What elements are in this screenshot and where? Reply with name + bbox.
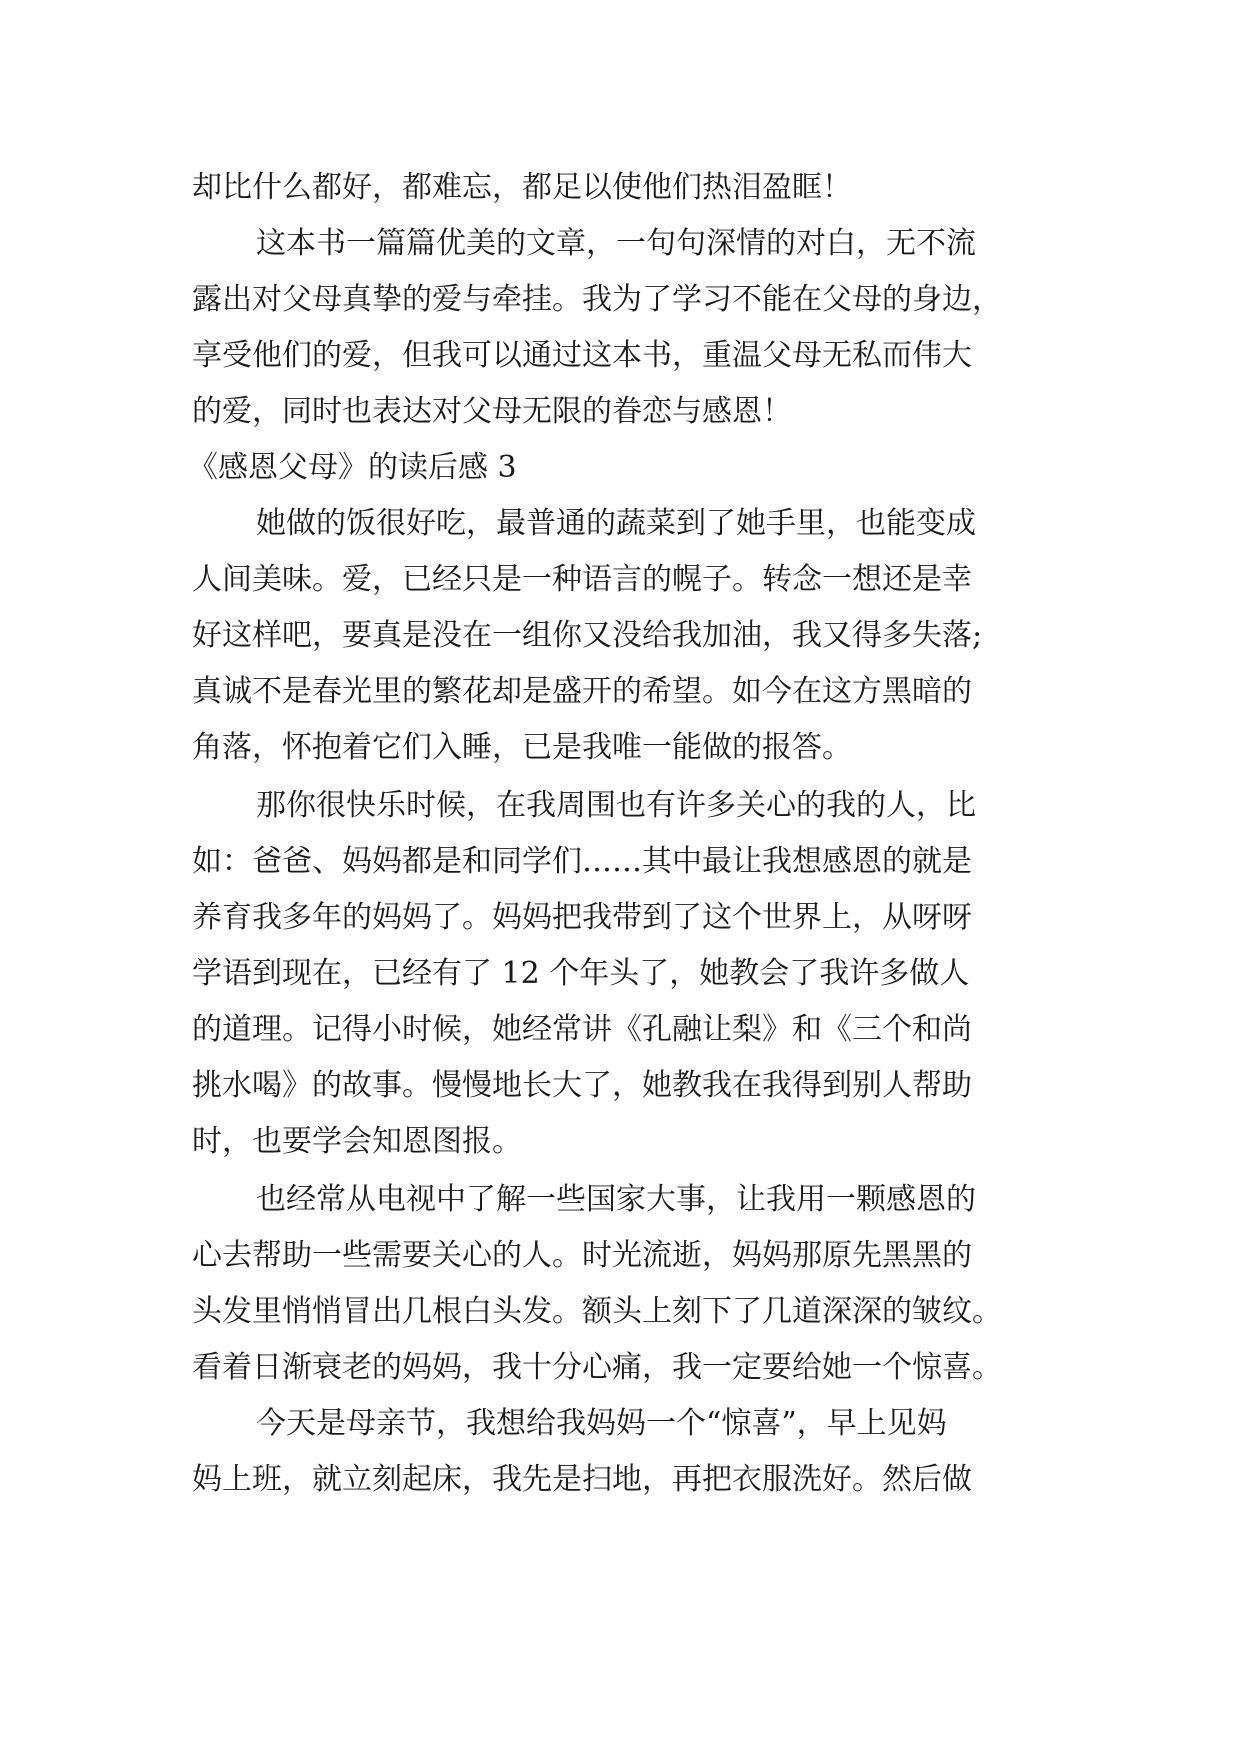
paragraph-first-line: 这本书一篇篇优美的文章，一句句深情的对白，无不流 [256,226,976,261]
text-line: 的道理。记得小时候，她经常讲《孔融让梨》和《三个和尚 [192,1012,972,1047]
text-line: 学语到现在，已经有了 12 个年头了，她教会了我许多做人 [192,956,970,991]
text-line: 时，也要学会知恩图报。 [192,1124,522,1159]
text-line: 好这样吧，要真是没在一组你又没给我加油，我又得多失落; [192,618,983,653]
text-line: 享受他们的爱，但我可以通过这本书，重温父母无私而伟大 [192,338,972,373]
paragraph-first-line: 那你很快乐时候，在我周围也有许多关心的我的人，比 [256,788,976,823]
text-line: 看着日渐衰老的妈妈，我十分心痛，我一定要给她一个惊喜。 [192,1350,1002,1385]
text-line: 妈上班，就立刻起床，我先是扫地，再把衣服洗好。然后做 [192,1462,972,1497]
text-line: 心去帮助一些需要关心的人。时光流逝，妈妈那原先黑黑的 [192,1238,972,1273]
paragraph-first-line: 今天是母亲节，我想给我妈妈一个“惊喜”，早上见妈 [256,1406,947,1441]
text-line: 真诚不是春光里的繁花却是盛开的希望。如今在这方黑暗的 [192,674,972,709]
text-line: 的爱，同时也表达对父母无限的眷恋与感恩！ [192,394,792,429]
text-line: 却比什么都好，都难忘，都足以使他们热泪盈眶！ [192,170,852,205]
text-line: 人间美味。爱，已经只是一种语言的幌子。转念一想还是幸 [192,562,972,597]
text-line: 如：爸爸、妈妈都是和同学们……其中最让我想感恩的就是 [192,844,972,879]
paragraph-first-line: 她做的饭很好吃，最普通的蔬菜到了她手里，也能变成 [256,506,976,541]
text-line: 露出对父母真挚的爱与牵挂。我为了学习不能在父母的身边， [192,282,1002,317]
text-line: 头发里悄悄冒出几根白头发。额头上刻下了几道深深的皱纹。 [192,1294,1002,1329]
section-heading: 《感恩父母》的读后感 3 [188,450,517,485]
text-line: 角落，怀抱着它们入睡，已是我唯一能做的报答。 [192,730,852,765]
text-line: 养育我多年的妈妈了。妈妈把我带到了这个世界上，从呀呀 [192,900,972,935]
text-line: 挑水喝》的故事。慢慢地长大了，她教我在我得到别人帮助 [192,1068,972,1103]
paragraph-first-line: 也经常从电视中了解一些国家大事，让我用一颗感恩的 [256,1182,976,1217]
